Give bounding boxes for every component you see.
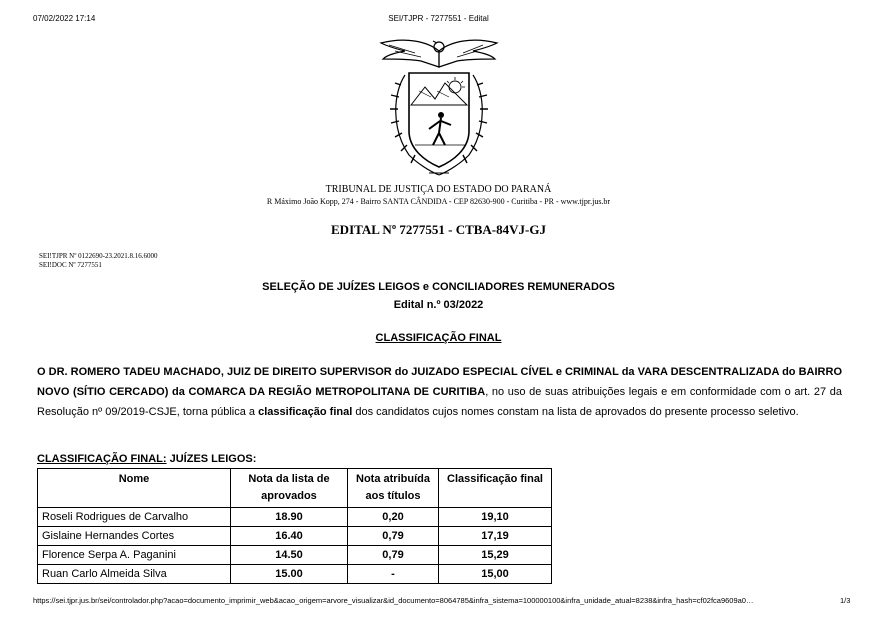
paragraph-bold-mid: classificação final (258, 406, 353, 418)
section-label-rest: JUÍZES LEIGOS: (166, 453, 257, 465)
sei-references (39, 252, 157, 269)
candidate-name: Ruan Carlo Almeida Silva (38, 565, 231, 584)
approved-list-score: 18.90 (231, 508, 348, 527)
footer-url: https://sei.tjpr.jus.br/sei/controlador.php?acao=documento_imprimir_web&acao_origem=arvore_visualizar&id_documento=8064785&infra_sistema=100000100&infra_unidade_atual=8238&infra_hash=cf02fca9609a0… (33, 596, 754, 605)
edital-number: Edital n.º 03/2022 (393, 299, 484, 311)
title-score: 0,79 (348, 546, 439, 565)
candidate-name: Florence Serpa A. Paganini (38, 546, 231, 565)
parana-coat-of-arms-icon (375, 33, 503, 181)
title-score: - (348, 565, 439, 584)
sei-doc-number: SEI!DOC Nº 7277551 (39, 260, 102, 269)
results-table (37, 468, 552, 584)
paragraph-text-mid: , no uso de suas atribuições legais e em conformidade com o art. 27 da Resolução nº 09/2019-CSJE, torna pública a (37, 386, 843, 418)
table-header-row (38, 469, 552, 508)
classification-heading: CLASSIFICAÇÃO FINAL (375, 332, 502, 344)
edital-title: EDITAL Nº 7277551 - CTBA-84VJ-GJ (331, 222, 546, 237)
column-header-nota-lista: Nota da lista de aprovados (231, 469, 348, 508)
section-label (37, 453, 256, 465)
column-header-nome: Nome (38, 469, 231, 508)
final-score: 17,19 (439, 527, 552, 546)
approved-list-score: 14.50 (231, 546, 348, 565)
table-row (38, 527, 552, 546)
column-header-classificacao: Classificação final (439, 469, 552, 508)
body-paragraph (37, 362, 842, 422)
court-address: R Máximo João Kopp, 274 - Bairro SANTA CÂNDIDA - CEP 82630-900 - Curitiba - PR - www.tjpr.jus.br (266, 197, 611, 206)
table-row (38, 565, 552, 584)
selection-heading: SELEÇÃO DE JUÍZES LEIGOS e CONCILIADORES REMUNERADOS (262, 281, 615, 293)
table-row (38, 546, 552, 565)
table-row (38, 508, 552, 527)
footer-page-number: 1/3 (840, 596, 851, 605)
column-header-nota-titulos: Nota atribuída aos títulos (348, 469, 439, 508)
sei-process-number: SEI!TJPR Nº 0122690-23.2021.8.16.6000 (39, 252, 158, 260)
final-score: 19,10 (439, 508, 552, 527)
court-name: TRIBUNAL DE JUSTIÇA DO ESTADO DO PARANÁ (325, 184, 552, 195)
section-label-underlined: CLASSIFICAÇÃO FINAL: (37, 453, 167, 465)
approved-list-score: 16.40 (231, 527, 348, 546)
print-page-title: SEI/TJPR - 7277551 - Edital (388, 14, 489, 23)
final-score: 15,29 (439, 546, 552, 565)
paragraph-text-end: dos candidatos cujos nomes constam na lista de aprovados do presente processo seletivo. (352, 406, 799, 418)
title-score: 0,79 (348, 527, 439, 546)
candidate-name: Gislaine Hernandes Cortes (38, 527, 231, 546)
title-score: 0,20 (348, 508, 439, 527)
final-score: 15,00 (439, 565, 552, 584)
candidate-name: Roseli Rodrigues de Carvalho (38, 508, 231, 527)
approved-list-score: 15.00 (231, 565, 348, 584)
paragraph-bold-lead: O DR. ROMERO TADEU MACHADO, JUIZ DE DIREITO SUPERVISOR do JUIZADO ESPECIAL CÍVEL e CRIMINAL da VARA DESCENTRALIZADA do BAIRRO NOVO (SÍTIO CERCADO) da COMARCA DA REGIÃO METROPOLITANA DE CURITIBA (37, 366, 842, 398)
print-datetime: 07/02/2022 17:14 (33, 14, 96, 23)
